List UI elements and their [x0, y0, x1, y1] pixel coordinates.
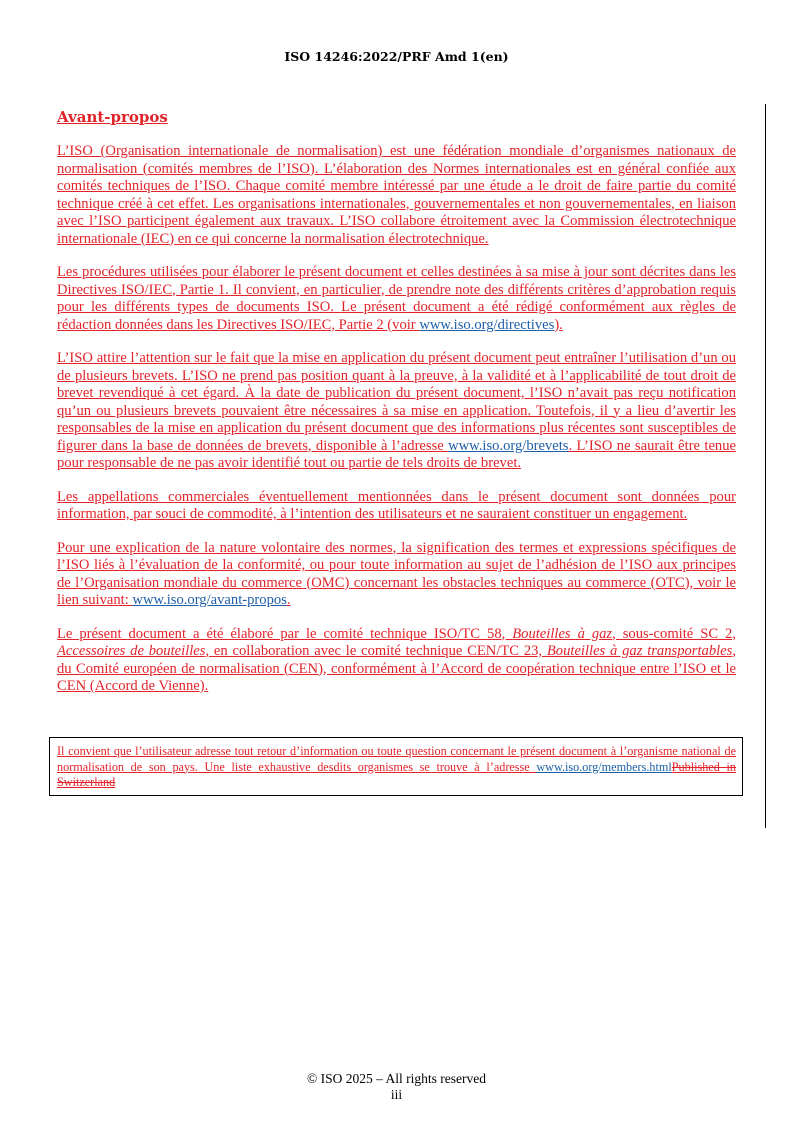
paragraph-patents [57, 350, 736, 473]
paragraph-trade-names: Les appellations commerciales éventuellement mentionnées dans le présent document sont données pour information, par souci de commodité, à l’intention des utilisateurs et ne sauraient constituer un engagement. [57, 488, 736, 522]
paragraph-text: . [286, 592, 291, 608]
paragraph-text: Pour une explication de la nature volontaire des normes, la signification des termes et expressions spécifiques de l’ISO liés à l’évaluation de la conformité, ou pour toute information au sujet de l’adhésion de l’ISO aux principes de l’Organisation mondiale du commerce (OMC) concernant les obstacles techniques au commerce (OTC), voir le lien suivant: [57, 539, 736, 608]
members-link[interactable]: www.iso.org/members.html [536, 759, 672, 774]
copyright-notice: © ISO 2025 – All rights reserved [307, 1071, 486, 1086]
struck-text: Published in Switzerland [57, 759, 736, 790]
note-text: Il convient que l’utilisateur adresse tout retour d’information ou toute question concernant le présent document à l’organisme national de normalisation de son pays. Une liste exhaustive desdits organismes se trouve à l’adresse [57, 744, 736, 774]
feedback-note-box [49, 737, 743, 796]
page-footer [0, 1071, 793, 1103]
paragraph-iso-intro: L’ISO (Organisation internationale de normalisation) est une fédération mondiale d’organismes nationaux de normalisation (comités membres de l’ISO). L’élaboration des Normes internationales est en général confiée aux comités techniques de l’ISO. Chaque comité membre intéressé par une étude a le droit de faire partie du comité technique créé à cet effet. Les organisations internationales, gouvernementales et non gouvernementales, en liaison avec l’ISO participent également aux travaux. L’ISO collabore étroitement avec la Commission électrotechnique internationale (IEC) en ce qui concerne la normalisation électrotechnique. [57, 143, 736, 247]
paragraph-voluntary-nature [57, 540, 736, 610]
page-number: iii [390, 1087, 403, 1102]
patents-link[interactable]: www.iso.org/brevets [448, 437, 569, 454]
paragraph-text: Le présent document a été élaboré par le comité technique ISO/TC 58, [57, 625, 513, 642]
foreword-section [57, 108, 736, 712]
feedback-note [57, 744, 736, 791]
paragraph-text: ). [554, 316, 563, 333]
paragraph-text: Les procédures utilisées pour élaborer le présent document et celles destinées à sa mise à jour sont décrites dans les Directives ISO/IEC, Partie 1. Il convient, en particulier, de prendre note des différents critères d’approbation requis pour les différents types de documents ISO. Le présent document a été rédigé conformément aux règles de rédaction données dans les Directives ISO/IEC, Partie 2 (voir [57, 264, 736, 333]
section-title: Avant-propos [57, 108, 168, 126]
subcommittee-name: Accessoires de bouteilles [57, 643, 206, 659]
paragraph-committee [57, 626, 736, 696]
paragraph-text: , du Comité européen de normalisation (CEN), conformément à l’Accord de coopération technique entre l’ISO et le CEN (Accord de Vienne). [57, 643, 736, 694]
document-header: ISO 14246:2022/PRF Amd 1(en) [284, 49, 509, 64]
paragraph-text: , en collaboration avec le comité technique CEN/TC 23, [205, 643, 547, 659]
directives-link[interactable]: www.iso.org/directives [419, 316, 555, 333]
paragraph-text: , sous-comité SC 2, [612, 625, 736, 642]
change-bar [765, 104, 766, 828]
cen-committee-name: Bouteilles à gaz transportables [546, 643, 733, 659]
paragraph-text: L’ISO attire l’attention sur le fait que la mise en application du présent document peut entraîner l’utilisation d’un ou de plusieurs brevets. L’ISO ne prend pas position quant à la preuve, à la validité et à l’applicabilité de tout droit de brevet revendiqué à cet égard. À la date de publication du présent document, l’ISO n’avait pas reçu notification qu’un ou plusieurs brevets pouvaient être nécessaires à sa mise en application. Toutefois, il y a lieu d’avertir les responsables de la mise en application du présent document que des informations plus récentes sont susceptibles de figurer dans la base de données de brevets, disponible à l’adresse [57, 350, 736, 454]
committee-name: Bouteilles à gaz [512, 625, 613, 642]
paragraph-directives [57, 264, 736, 334]
paragraph-text: . L’ISO ne saurait être tenue pour responsable de ne pas avoir identifié tout ou partie de tels droits de brevet. [57, 437, 736, 471]
foreword-link[interactable]: www.iso.org/avant-propos [132, 592, 287, 608]
